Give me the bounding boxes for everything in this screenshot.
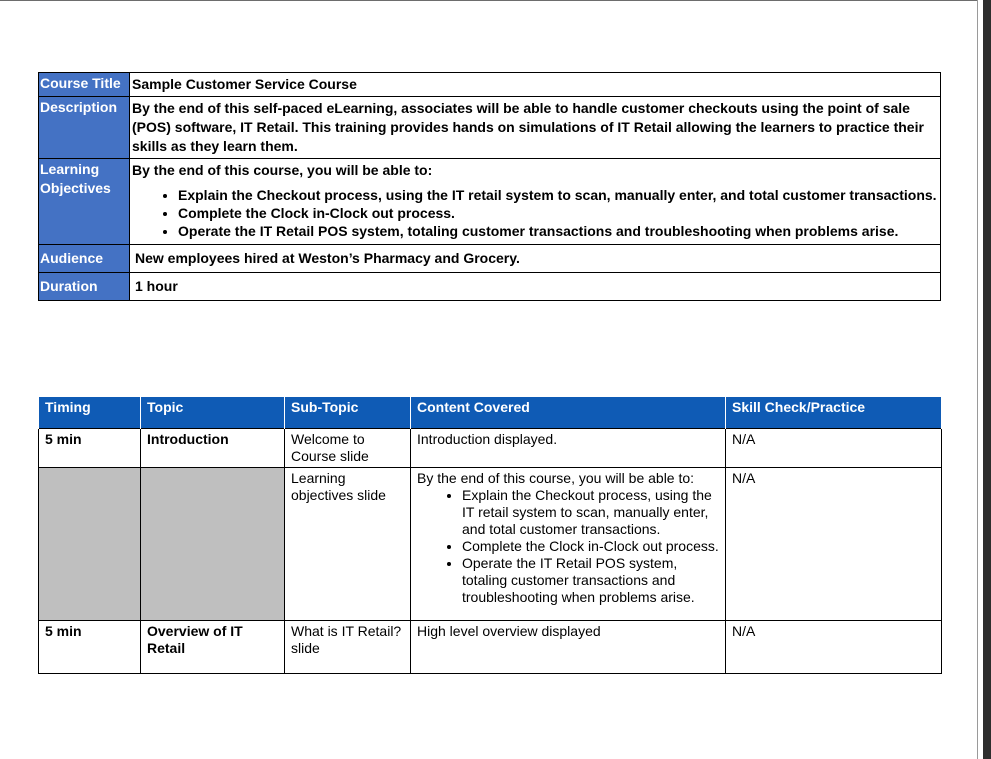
topic-cell: Overview of IT Retail (141, 621, 285, 674)
content-list (417, 487, 719, 606)
header-content-covered: Content Covered (411, 397, 726, 429)
course-title-value: Sample Customer Service Course (130, 73, 941, 97)
learning-objectives-row (39, 159, 941, 245)
description-value: By the end of this self-paced eLearning, associates will be able to handle customer checkouts using the point of sale (POS) software, IT Retail. This training provides hands on simulations of IT Retail allowing the learners to practice their skills as they learn them. (130, 97, 941, 159)
timing-cell: 5 min (39, 429, 141, 468)
schedule-header-row (39, 397, 942, 429)
course-title-row (39, 73, 941, 97)
course-info-table (38, 72, 941, 301)
content-cell (411, 468, 726, 621)
audience-row (39, 245, 941, 273)
subtopic-cell: What is IT Retail? slide (285, 621, 411, 674)
objective-item: • Complete the Clock in-Clock out process. (178, 204, 938, 222)
content-cell: Introduction displayed. (411, 429, 726, 468)
audience-value: New employees hired at Weston’s Pharmacy and Grocery. (130, 245, 941, 273)
duration-value: 1 hour (130, 273, 941, 301)
content-cell: High level overview displayed (411, 621, 726, 674)
duration-label: Duration (39, 273, 130, 301)
subtopic-cell: Welcome to Course slide (285, 429, 411, 468)
schedule-table (38, 397, 942, 674)
timing-cell: 5 min (39, 621, 141, 674)
objectives-list (132, 186, 938, 240)
table-row (39, 429, 942, 468)
subtopic-cell: Learning objectives slide (285, 468, 411, 621)
skill-cell: N/A (726, 468, 942, 621)
content-list-item: • Operate the IT Retail POS system, totaling customer transactions and troubleshooting when problems arise. (462, 555, 719, 606)
objective-item: • Explain the Checkout process, using the IT retail system to scan, manually enter, and total customer transactions. (178, 186, 938, 204)
duration-row (39, 273, 941, 301)
content-list-item: • Complete the Clock in-Clock out process. (462, 538, 719, 555)
learning-objectives-label: Learning Objectives (39, 159, 130, 245)
content-intro: By the end of this course, you will be able to: (417, 470, 695, 486)
content-list-item: • Explain the Checkout process, using the IT retail system to scan, manually enter, and total customer transactions. (462, 487, 719, 538)
page-right-border (977, 0, 978, 759)
header-topic: Topic (141, 397, 285, 429)
header-skill-check: Skill Check/Practice (726, 397, 942, 429)
objectives-intro: By the end of this course, you will be able to: (132, 162, 433, 178)
description-row (39, 97, 941, 159)
objective-item: • Operate the IT Retail POS system, totaling customer transactions and troubleshooting when problems arise. (178, 222, 938, 240)
learning-objectives-value (130, 159, 941, 245)
page-top-border (0, 0, 978, 1)
viewer-scroll-edge (983, 0, 991, 759)
topic-cell-empty (141, 468, 285, 621)
description-label: Description (39, 97, 130, 159)
topic-cell: Introduction (141, 429, 285, 468)
table-row (39, 621, 942, 674)
header-timing: Timing (39, 397, 141, 429)
skill-cell: N/A (726, 429, 942, 468)
table-row (39, 468, 942, 621)
audience-label: Audience (39, 245, 130, 273)
timing-cell-empty (39, 468, 141, 621)
course-title-label: Course Title (39, 73, 130, 97)
header-subtopic: Sub-Topic (285, 397, 411, 429)
skill-cell: N/A (726, 621, 942, 674)
